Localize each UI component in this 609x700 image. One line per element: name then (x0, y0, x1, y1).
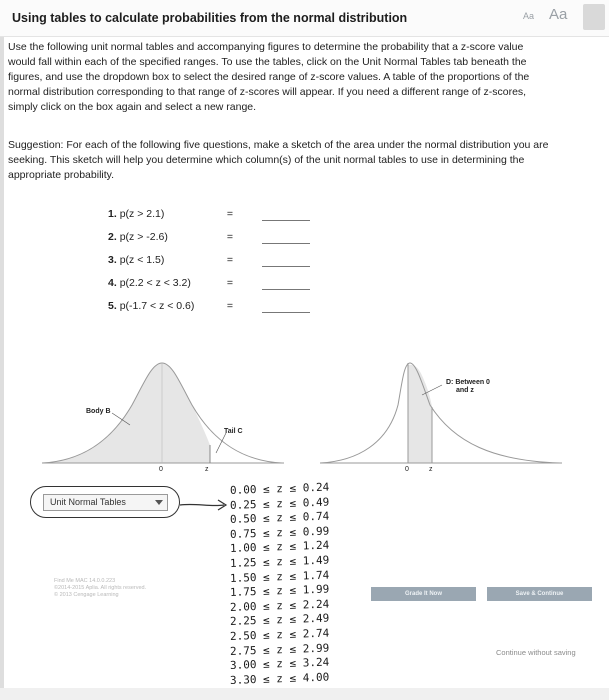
instruction-line: figures, and use the dropdown box to select the desired range of z-score values. A table of the proportions of the (8, 71, 530, 83)
range-option: 1.00 ≤ z ≤ 1.24 (229, 538, 330, 556)
question-number: 4. (108, 277, 117, 289)
question-expression: p(z > 2.1) (119, 208, 165, 220)
save-continue-button[interactable]: Save & Continue (487, 587, 592, 601)
suggestion-paragraph (8, 138, 578, 183)
footnote-line: © 2013 Cengage Learning (54, 592, 119, 598)
instruction-line: Use the following unit normal tables and accompanying figures to determine the probability that a z-score value (8, 41, 524, 53)
footnote-line: Find Me MAC 14.0.0.223 (54, 578, 116, 584)
tick-z-left: z (205, 466, 209, 473)
range-option: 1.25 ≤ z ≤ 1.49 (229, 553, 330, 570)
range-option: 2.00 ≤ z ≤ 2.24 (229, 597, 330, 614)
suggestion-line: appropriate probability. (8, 169, 115, 181)
tail-label: Tail C (224, 428, 243, 435)
header-bar (0, 0, 609, 37)
equals-sign: = (226, 231, 234, 243)
between-figure (318, 355, 568, 470)
question-expression: p(z < 1.5) (119, 254, 165, 266)
tick-zero-right: 0 (405, 466, 409, 473)
continue-without-saving-link[interactable]: Continue without saving (496, 648, 576, 657)
range-option: 0.00 ≤ z ≤ 0.24 (229, 480, 330, 497)
equals-sign: = (226, 254, 234, 266)
answer-blank-5[interactable] (262, 312, 310, 313)
range-option: 1.75 ≤ z ≤ 1.99 (229, 582, 330, 600)
decrease-font-button[interactable]: Aa (523, 11, 535, 21)
grade-it-now-button[interactable]: Grade It Now (371, 587, 476, 601)
answer-blank-4[interactable] (262, 289, 310, 290)
page-left-edge (0, 0, 4, 700)
question-number: 1. (108, 208, 117, 220)
toolbar-tab-button[interactable] (583, 4, 605, 30)
suggestion-line: Suggestion: For each of the following five questions, make a sketch of the area under the normal distribution you are (8, 139, 549, 151)
copyright-footnote (54, 578, 146, 599)
suggestion-line: seeking. This sketch will help you determine which column(s) of the unit normal tables to use in determining the (8, 154, 525, 166)
range-option: 2.75 ≤ z ≤ 2.99 (229, 641, 330, 658)
range-option: 2.25 ≤ z ≤ 2.49 (229, 611, 330, 629)
unit-normal-tables-dropdown[interactable] (43, 494, 168, 511)
question-expression: p(2.2 < z < 3.2) (119, 277, 191, 289)
range-option: 2.50 ≤ z ≤ 2.74 (229, 626, 330, 643)
equals-sign: = (226, 277, 234, 289)
dropdown-selected-value: Unit Normal Tables (50, 497, 126, 507)
range-option: 3.30 ≤ z ≤ 4.00 (229, 670, 330, 687)
question-expression: p(z > -2.6) (119, 231, 168, 243)
normal-curve-line (320, 363, 560, 463)
range-option: 3.00 ≤ z ≤ 3.24 (229, 655, 330, 673)
instruction-line: simply click on the box again and select a new range. (8, 101, 257, 113)
between-label: D: Between 0 (446, 379, 490, 386)
tick-z-right: z (429, 466, 433, 473)
footer-bar (0, 688, 609, 700)
footnote-line: ©2014-2015 Aplia. All rights reserved. (54, 585, 147, 591)
question-number: 2. (108, 231, 117, 243)
instruction-line: normal distribution corresponding to that range of z-scores will appear. If you need a different range of z-scores, (8, 86, 527, 98)
question-number: 3. (108, 254, 117, 266)
between-label-2: and z (456, 387, 474, 394)
page-title: Using tables to calculate probabilities from the normal distribution (12, 11, 408, 25)
tick-zero-left: 0 (159, 466, 163, 473)
equals-sign: = (226, 208, 234, 220)
range-option: 0.50 ≤ z ≤ 0.74 (229, 509, 330, 527)
body-tail-figure (40, 355, 290, 470)
chevron-down-icon (155, 500, 163, 505)
answer-blank-1[interactable] (262, 220, 310, 221)
body-region (42, 363, 210, 463)
range-option: 0.25 ≤ z ≤ 0.49 (229, 495, 330, 512)
range-option: 0.75 ≤ z ≤ 0.99 (229, 524, 330, 541)
range-option: 1.50 ≤ z ≤ 1.74 (229, 568, 330, 585)
annotation-arrow (178, 495, 230, 515)
question-number: 5. (108, 300, 117, 312)
body-label: Body B (86, 408, 111, 415)
handwritten-range-list (229, 480, 330, 688)
instruction-line: would fall within each of the specified ranges. To use the tables, click on the Unit Normal Tables tab beneath the (8, 56, 527, 68)
increase-font-button[interactable]: Aa (549, 6, 568, 23)
instructions-paragraph (8, 40, 578, 115)
answer-blank-3[interactable] (262, 266, 310, 267)
between-region (408, 365, 432, 463)
equals-sign: = (226, 300, 234, 312)
answer-blank-2[interactable] (262, 243, 310, 244)
question-expression: p(-1.7 < z < 0.6) (119, 300, 195, 312)
